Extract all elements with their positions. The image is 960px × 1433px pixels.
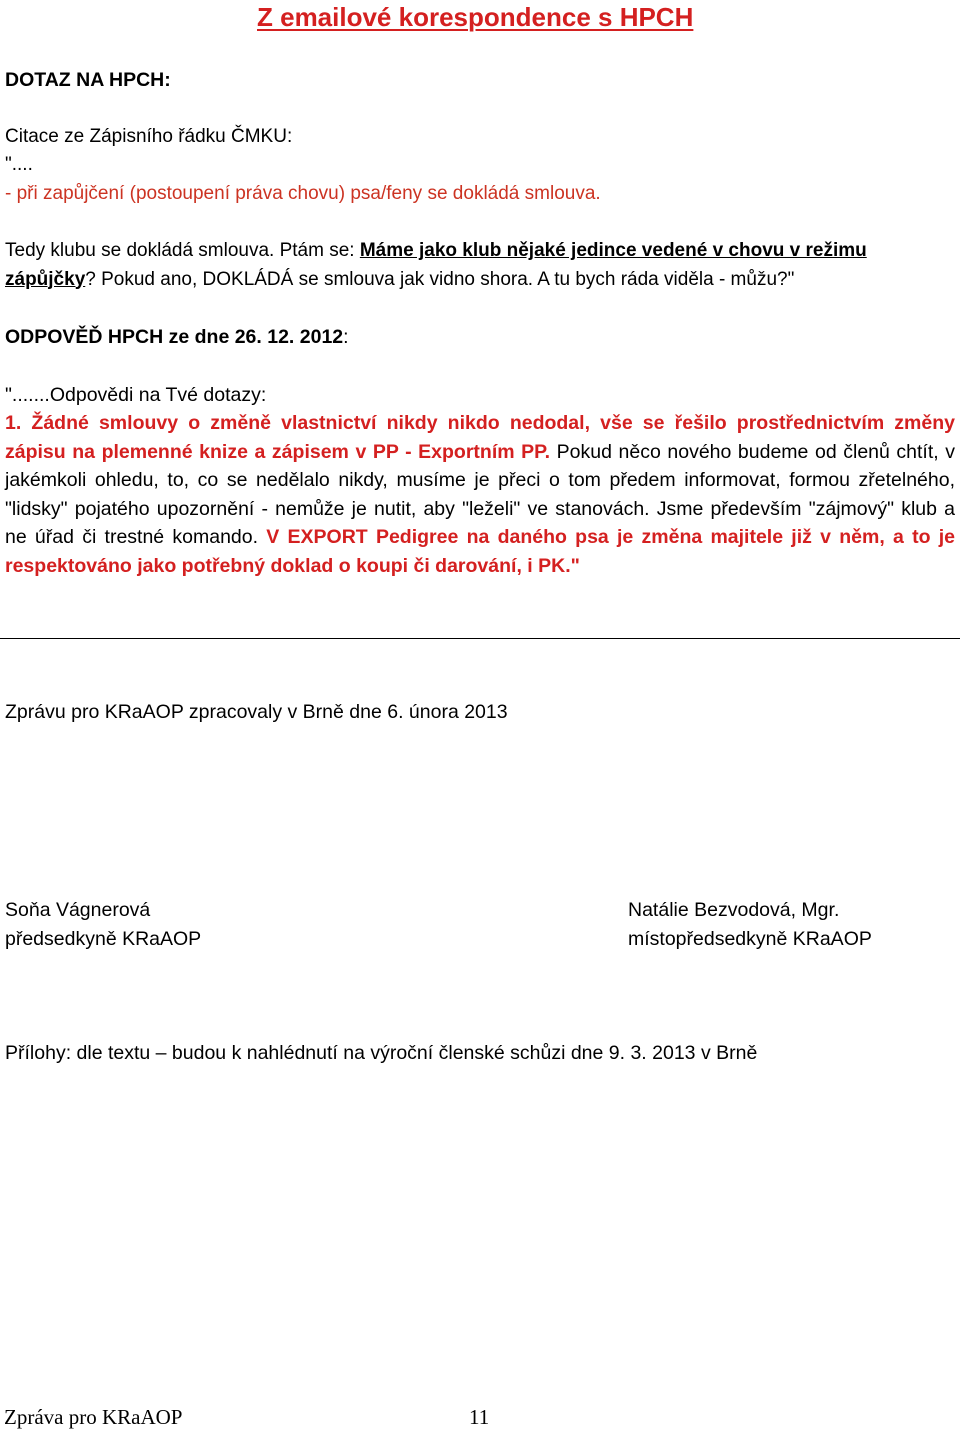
citation-label: Citace ze Zápisního řádku ČMKU: [5, 126, 293, 147]
footer-label: Zpráva pro KRaAOP [4, 1405, 183, 1429]
answer-intro: ".......Odpovědi na Tvé dotazy: [5, 384, 267, 406]
question-heading: DOTAZ NA HPCH: [5, 69, 171, 91]
document-title: Z emailové korespondence s HPCH [257, 2, 694, 32]
signature-right-name: Natálie Bezvodová, Mgr. [628, 899, 840, 921]
answer-heading [5, 323, 349, 352]
citation-text: - při zapůjčení (postoupení práva chovu) psa/feny se dokládá smlouva. [5, 183, 601, 204]
answer-red-bold-1: 1. Žádné smlouvy o změně vlastnictví nikdy nikdo nedodal, vše se řešilo prostřednictvím změny zápisu na plemenné knize a zápisem v PP - Exportním PP. [5, 412, 955, 463]
signature-left-name: Soňa Vágnerová [5, 899, 151, 921]
report-line: Zprávu pro KRaAOP zpracovaly v Brně dne 6. února 2013 [5, 701, 508, 723]
answer-normal-text: Pokud něco nového budeme od členů chtít, v jakémkoli ohledu, to, co se nedělalo nikdy, musíme je přeci o tom předem informovat, formou zřetelného, "lidsky" pojatého upozornění - nemůže je nutit, aby "leželi" ve stanovách. Jsme především "zájmový" klub a ne úřad či trestné komando. [5, 440, 956, 548]
question-emphasis: Máme jako klub nějaké jedince vedené v chovu v režimu zápůjčky [5, 240, 867, 290]
answer-heading-text: ODPOVĚĎ HPCH ze dne 26. 12. 2012 [5, 326, 344, 348]
answer-red-bold-2: V EXPORT Pedigree na daného psa je změna majitele již v něm, a to je respektováno jako potřebný doklad o koupi či darování, i PK." [5, 526, 955, 577]
signature-left-role: předsedkyně KRaAOP [5, 928, 202, 950]
horizontal-divider [0, 638, 960, 639]
quote-open: ".... [5, 154, 33, 175]
footer-page-number: 11 [469, 1405, 490, 1429]
attachments-line: Přílohy: dle textu – budou k nahlédnutí na výroční členské schůzi dne 9. 3. 2013 v Brně [5, 1042, 758, 1064]
question-paragraph [5, 237, 955, 294]
question-text-part1: Tedy klubu se dokládá smlouva. Ptám se: [5, 240, 360, 261]
question-text-part2: ? Pokud ano, DOKLÁDÁ se smlouva jak vidno shora. A tu bych ráda viděla - můžu?" [85, 268, 795, 290]
answer-paragraph [5, 409, 955, 580]
signature-right-role: místopředsedkyně KRaAOP [628, 928, 872, 950]
answer-heading-colon: : [343, 326, 349, 348]
